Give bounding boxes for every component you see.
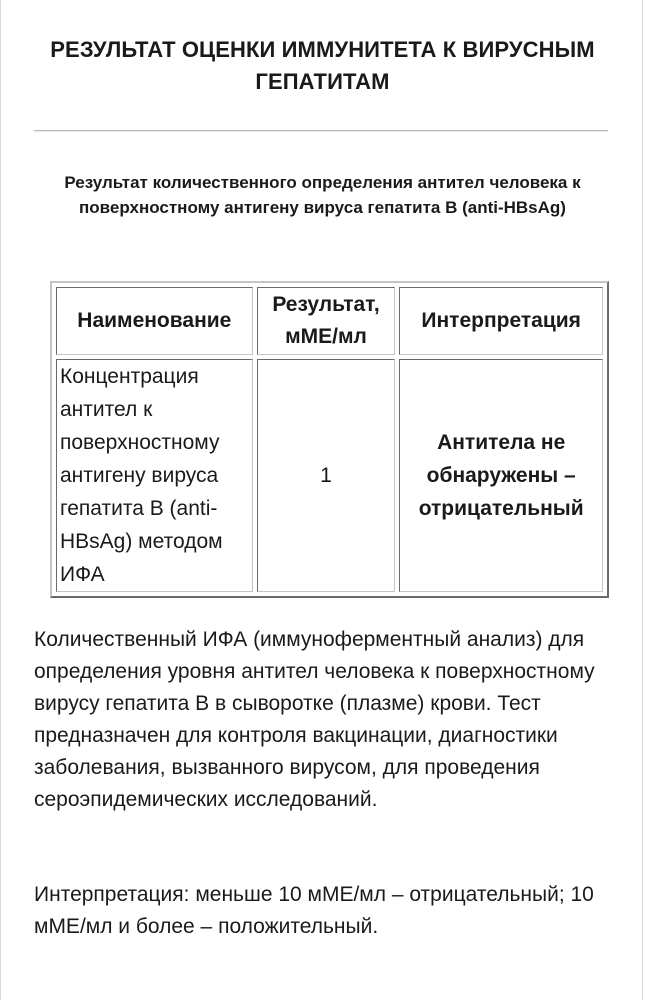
table-body <box>56 359 603 592</box>
cell-interpretation: Антитела не обнаружены – отрицательный <box>399 359 603 592</box>
header-interpretation: Интерпретация <box>399 287 603 355</box>
cell-result-value: 1 <box>257 359 396 592</box>
cell-test-name: Концентрация антител к поверхностному антигену вируса гепатита В (anti-HBsAg) методом ИФА <box>56 359 253 592</box>
method-description: Количественный ИФА (иммуноферментный анализ) для определения уровня антител человека к поверхностному вирусу гепатита В в сыворотке (плазме) крови. Тест предназначен для контроля вакцинации, диагностики заболевания, вызванного вирусом, для проведения сероэпидемических исследований. <box>34 628 595 811</box>
header-result: Результат, мМЕ/мл <box>257 287 396 355</box>
table-header <box>56 287 603 355</box>
table-row <box>56 359 603 592</box>
header-name: Наименование <box>56 287 253 355</box>
table-header-row <box>56 287 603 355</box>
table-caption: Результат количественного определения антител человека к поверхностному антигену вируса гепатита В (anti-HBsAg) <box>64 173 581 217</box>
results-table <box>50 281 609 598</box>
title-divider <box>34 130 608 132</box>
interpretation-note: Интерпретация: меньше 10 мМЕ/мл – отрицательный; 10 мМЕ/мл и более – положительный. <box>34 883 594 938</box>
page-title: РЕЗУЛЬТАТ ОЦЕНКИ ИММУНИТЕТА К ВИРУСНЫМ ГЕПАТИТАМ <box>50 37 595 94</box>
